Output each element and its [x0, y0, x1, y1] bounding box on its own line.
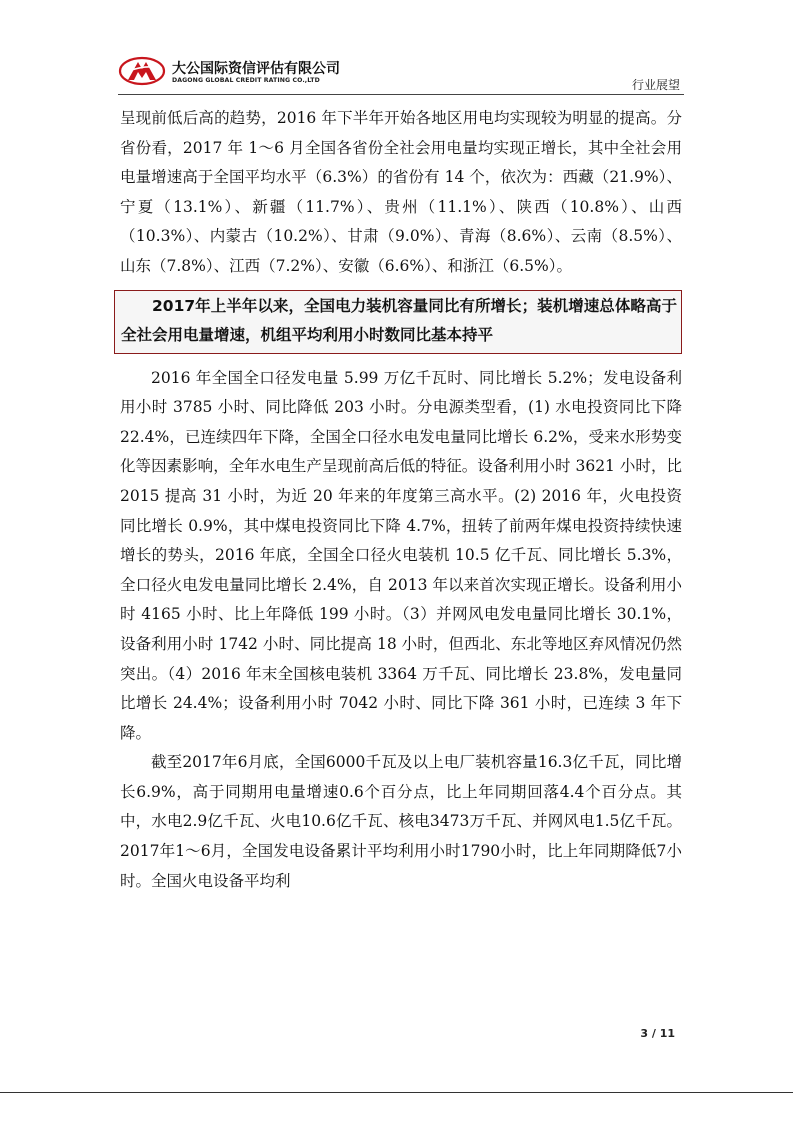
document-body — [120, 104, 682, 896]
header-divider — [118, 94, 684, 95]
company-name-en: DAGONG GLOBAL CREDIT RATING CO.,LTD — [172, 77, 320, 84]
body-paragraph-2: 2016 年全国全口径发电量 5.99 万亿千瓦时、同比增长 5.2%；发电设备利用小时 3785 小时、同比降低 203 小时。分电源类型看，(1) 水电投资同比下降 22.4%，已连续四年下降，全国全口径水电发电量同比增长 6.2%，受来水形势变化等因素影响，全年水电生产呈现前高后低的特征。设备利用小时 3621 小时，比 2015 提高 31 小时，为近 20 年来的年度第三高水平。(2) 2016 年，火电投资同比增长 0.9%，其中煤电投资同比下降 4.7%，扭转了前两年煤电投资持续快速增长的势头，2016 年底，全国全口径火电装机 10.5 亿千瓦、同比增长 5.3%，全口径火电发电量同比增长 2.4%，自 2013 年以来首次实现正增长。设备利用小时 4165 小时、比上年降低 199 小时。（3）并网风电发电量同比增长 30.1%，设备利用小时 1742 小时、同比提高 18 小时，但西北、东北等地区弃风情况仍然突出。（4）2016 年末全国核电装机 3364 万千瓦、同比增长 23.8%，发电量同比增长 24.4%；设备利用小时 7042 小时、同比下降 361 小时，已连续 3 年下降。 — [120, 368, 682, 742]
dagong-logo-icon — [118, 56, 166, 86]
body-paragraph-3: 截至2017年6月底，全国6000千瓦及以上电厂装机容量16.3亿千瓦，同比增长6.9%，高于同期用电量增速0.6个百分点，比上年同期回落4.4个百分点。其中，水电2.9亿千瓦、火电10.6亿千瓦、核电3473万千瓦、并网风电1.5亿千瓦。2017年1～6月，全国发电设备累计平均利用小时1790小时，比上年同期降低7小时。全国火电设备平均利 — [120, 753, 682, 890]
section-callout-box — [114, 290, 682, 354]
page-header — [118, 50, 684, 92]
page-number: 3 / 11 — [640, 1027, 675, 1040]
body-paragraph-1: 呈现前低后高的趋势，2016 年下半年开始各地区用电均实现较为明显的提高。分省份看，2017 年 1～6 月全国各省份全社会用电量均实现正增长，其中全社会用电量增速高于全国平均水平（6.3%）的省份有 14 个，依次为：西藏（21.9%）、宁夏（13.1%）、新疆（11.7%）、贵州（11.1%）、陕西（10.8%）、山西（10.3%）、内蒙古（10.2%）、甘肃（9.0%）、青海（8.6%）、云南（8.5%）、山东（7.8%）、江西（7.2%）、安徽（6.6%）、和浙江（6.5%）。 — [120, 109, 682, 275]
section-callout-text: 2017年上半年以来，全国电力装机容量同比有所增长；装机增速总体略高于全社会用电量增速，机组平均利用小时数同比基本持平 — [121, 296, 677, 344]
footer-divider — [0, 1092, 793, 1093]
document-type-label: 行业展望 — [631, 78, 680, 92]
company-name-cn: 大公国际资信评估有限公司 — [172, 61, 340, 77]
